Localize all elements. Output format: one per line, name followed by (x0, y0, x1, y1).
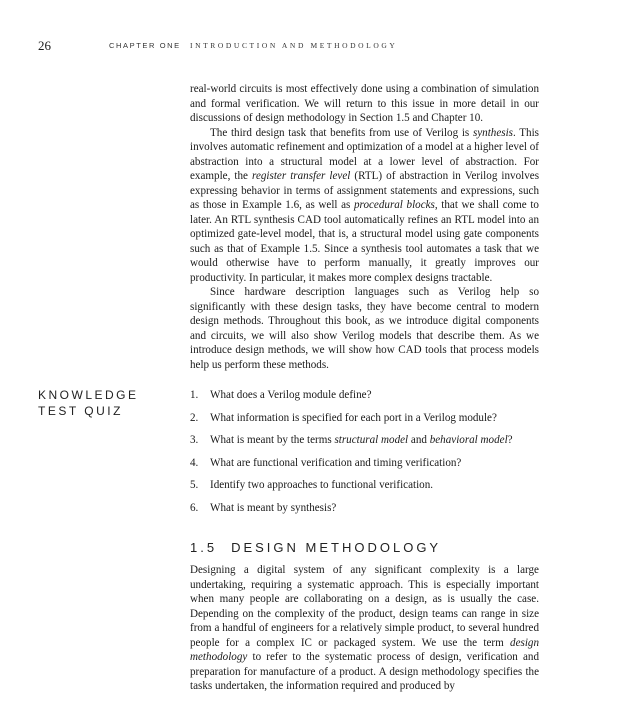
quiz-item-number: 1. (190, 389, 199, 401)
quiz-item-text: Identify two approaches to functional verification. (210, 479, 434, 491)
chapter-label: CHAPTER ONE (109, 41, 181, 50)
quiz-item-text: What are functional verification and timing verification? (210, 456, 462, 469)
quiz-item-text: What does a Verilog module define? (210, 389, 372, 401)
section-number: 1.5 (190, 540, 218, 555)
intro-paragraph-1: real-world circuits is most effectively done using a combination of simulation and formal verification. We will return to this issue in more detail in our discussions of design methodology in Section 1.5 and Chapter 10. (190, 83, 539, 124)
quiz-item-number: 3. (190, 434, 199, 446)
section-paragraph-1: Designing a digital system of any significant complexity is a large undertaking, requiring a systematic approach. This is especially important when many people are collaborating on a design, as is usually the case. Depending on the complexity of the product, design teams can range in size from a handful of engineers for a relatively simple product, to several hundred people for a complex IC or packaged system. We use the term design methodology to refer to the systematic process of design, verification and preparation for manufacture of a product. A design methodology specifies the tasks undertaken, the information required and produced by (190, 564, 539, 692)
quiz-list (190, 388, 540, 523)
running-header (38, 38, 600, 54)
running-title: INTRODUCTION AND METHODOLOGY (190, 41, 398, 50)
quiz-item-number: 4. (190, 456, 199, 469)
quiz-item (190, 501, 540, 516)
knowledge-test-quiz-label (38, 387, 178, 419)
page-number: 26 (38, 38, 51, 53)
section-title: DESIGN METHODOLOGY (231, 540, 442, 555)
quiz-item-number: 2. (190, 411, 199, 424)
sidebar-line-2: TEST QUIZ (38, 404, 123, 418)
sidebar-line-1: KNOWLEDGE (38, 388, 139, 402)
quiz-item (190, 456, 540, 471)
quiz-item-text: What information is specified for each port in a Verilog module? (210, 411, 497, 424)
quiz-item (190, 411, 540, 426)
quiz-item-text: What is meant by the terms structural model and behavioral model? (210, 434, 513, 446)
quiz-item (190, 478, 540, 493)
intro-text (190, 82, 539, 372)
quiz-item-text: What is meant by synthesis? (210, 501, 337, 514)
quiz-item-number: 6. (190, 501, 199, 514)
intro-paragraph-2: The third design task that benefits from use of Verilog is synthesis. This involves automatic refinement and optimization of a model at a higher level of abstraction into a structural model at a lower level of abstraction. For example, the register transfer level (RTL) of abstraction in Verilog involves expressing behavior in terms of assignment statements and expressions, such as those in Example 1.6, as well as procedural blocks, that we shall come to later. An RTL synthesis CAD tool automatically refines an RTL model into an optimized gate-level model, that is, a structural model using gate components such as that of Example 1.5. Since a synthesis tool automates a task that we would otherwise have to perform manually, it greatly improves our productivity. In particular, it makes more complex designs tractable. (190, 126, 540, 284)
intro-paragraph-3: Since hardware description languages such as Verilog help so significantly with these design tasks, they have become central to modern design methods. Throughout this book, as we introduce digital components and circuits, we will also show Verilog models that describe them. As we introduce design methods, we will show how CAD tools that process models help us perform these methods. (190, 286, 539, 371)
quiz-item-number: 5. (190, 479, 199, 491)
quiz-item (190, 388, 540, 403)
quiz-item (190, 433, 540, 448)
section-text (190, 563, 539, 694)
section-heading (190, 540, 441, 555)
